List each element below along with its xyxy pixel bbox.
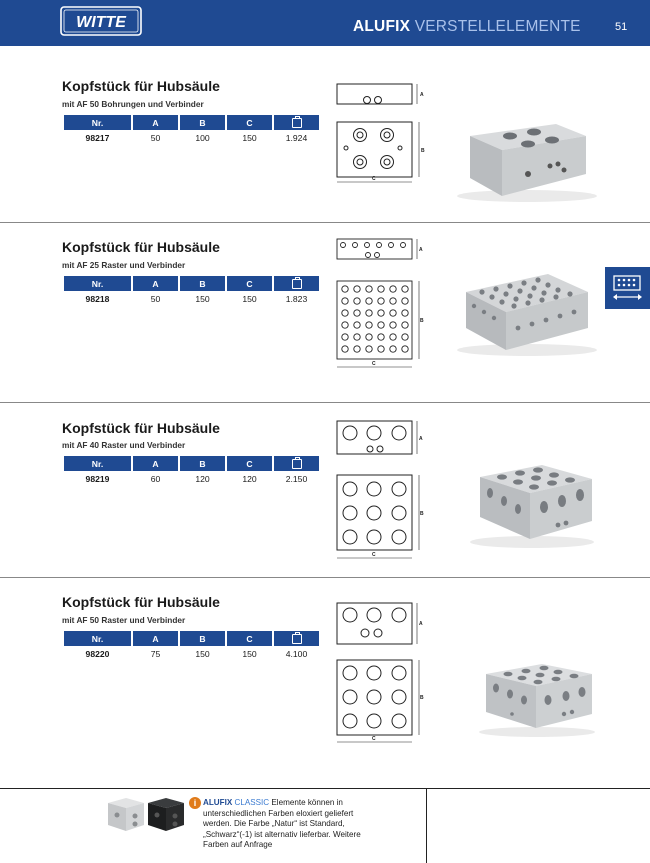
col-b: B <box>180 456 225 471</box>
table-row <box>64 646 319 662</box>
cell-nr: 98217 <box>85 133 110 143</box>
weight-icon <box>292 459 302 469</box>
dim-a: A <box>419 436 423 442</box>
cell-c: 150 <box>242 649 257 659</box>
footer-divider <box>0 788 650 789</box>
dim-b: B <box>421 148 425 154</box>
product-title: Kopfstück für Hubsäule <box>62 594 220 610</box>
footer-brand-light: CLASSIC <box>234 798 270 807</box>
col-nr: Nr. <box>64 631 131 646</box>
col-weight <box>274 115 319 130</box>
product-subtitle: mit AF 25 Raster und Verbinder <box>62 260 186 270</box>
col-a: A <box>133 631 178 646</box>
side-tab <box>605 267 650 309</box>
dim-c: C <box>372 176 376 182</box>
dim-b: B <box>420 511 424 517</box>
spec-table <box>62 115 321 146</box>
page-title <box>353 18 581 36</box>
product-image <box>462 455 602 550</box>
table-row <box>64 130 319 146</box>
spec-table <box>62 631 321 662</box>
cell-a: 50 <box>150 133 161 143</box>
product-title: Kopfstück für Hubsäule <box>62 78 220 94</box>
section-divider <box>0 577 650 578</box>
technical-drawing <box>330 80 425 188</box>
title-bold: ALUFIX <box>353 18 411 35</box>
cell-a: 60 <box>150 474 161 484</box>
product-image <box>472 656 602 738</box>
adjust-element-icon <box>605 267 650 309</box>
cell-c: 120 <box>242 474 257 484</box>
spec-table <box>62 456 321 487</box>
col-c: C <box>227 276 272 291</box>
cell-b: 150 <box>195 294 210 304</box>
col-b: B <box>180 631 225 646</box>
logo-text: WITTE <box>76 14 126 31</box>
dim-a: A <box>419 621 423 627</box>
section-divider <box>0 222 650 223</box>
col-weight <box>274 456 319 471</box>
section-divider <box>0 402 650 403</box>
dim-b: B <box>420 695 424 701</box>
weight-icon <box>292 118 302 128</box>
cell-nr: 98219 <box>85 474 110 484</box>
table-header-row <box>64 456 319 471</box>
col-nr: Nr. <box>64 115 131 130</box>
cell-a: 75 <box>150 649 161 659</box>
product-image <box>452 258 602 358</box>
col-b: B <box>180 115 225 130</box>
table-header-row <box>64 276 319 291</box>
cell-b: 150 <box>195 649 210 659</box>
cell-a: 50 <box>150 294 161 304</box>
cell-c: 150 <box>242 133 257 143</box>
cell-nr: 98218 <box>85 294 110 304</box>
technical-drawing <box>330 418 425 566</box>
col-b: B <box>180 276 225 291</box>
technical-drawing <box>330 236 425 376</box>
product-subtitle: mit AF 50 Raster und Verbinder <box>62 615 186 625</box>
col-weight <box>274 276 319 291</box>
col-weight <box>274 631 319 646</box>
footer-brand-bold: ALUFIX <box>203 798 233 807</box>
col-c: C <box>227 115 272 130</box>
cell-weight: 4.100 <box>285 649 308 659</box>
col-c: C <box>227 631 272 646</box>
footer-note <box>203 798 368 851</box>
spec-table <box>62 276 321 307</box>
col-nr: Nr. <box>64 276 131 291</box>
cell-weight: 2.150 <box>285 474 308 484</box>
witte-logo <box>60 6 142 36</box>
product-image <box>452 108 602 204</box>
dim-c: C <box>372 736 376 742</box>
dim-a: A <box>419 247 423 253</box>
footer-column-divider <box>426 788 427 863</box>
dim-c: C <box>372 361 376 367</box>
table-header-row <box>64 115 319 130</box>
dim-c: C <box>372 552 376 558</box>
col-nr: Nr. <box>64 456 131 471</box>
technical-drawing <box>330 598 425 748</box>
product-subtitle: mit AF 40 Raster und Verbinder <box>62 440 186 450</box>
col-a: A <box>133 115 178 130</box>
weight-icon <box>292 634 302 644</box>
cell-c: 150 <box>242 294 257 304</box>
product-title: Kopfstück für Hubsäule <box>62 239 220 255</box>
title-light: VERSTELLELEMENTE <box>414 18 581 35</box>
cell-nr: 98220 <box>85 649 110 659</box>
product-subtitle: mit AF 50 Bohrungen und Verbinder <box>62 99 204 109</box>
table-row <box>64 471 319 487</box>
color-sample-blocks <box>104 795 188 833</box>
cell-weight: 1.924 <box>285 133 308 143</box>
dim-b: B <box>420 318 424 324</box>
table-header-row <box>64 631 319 646</box>
weight-icon <box>292 279 302 289</box>
product-title: Kopfstück für Hubsäule <box>62 420 220 436</box>
cell-weight: 1.823 <box>285 294 308 304</box>
cell-b: 120 <box>195 474 210 484</box>
col-a: A <box>133 276 178 291</box>
col-c: C <box>227 456 272 471</box>
table-row <box>64 291 319 307</box>
page-header <box>0 0 650 46</box>
dim-a: A <box>420 92 424 98</box>
col-a: A <box>133 456 178 471</box>
footer-text: Elemente können in unterschiedlichen Farben eloxiert geliefert werden. Die Farbe „Natur“ ist Standard, „Schwarz“(-1) ist alternativ lieferbar. Weitere Farben auf Anfrage <box>203 798 361 849</box>
page-number: 51 <box>615 21 628 33</box>
info-icon: i <box>189 797 201 809</box>
cell-b: 100 <box>195 133 210 143</box>
